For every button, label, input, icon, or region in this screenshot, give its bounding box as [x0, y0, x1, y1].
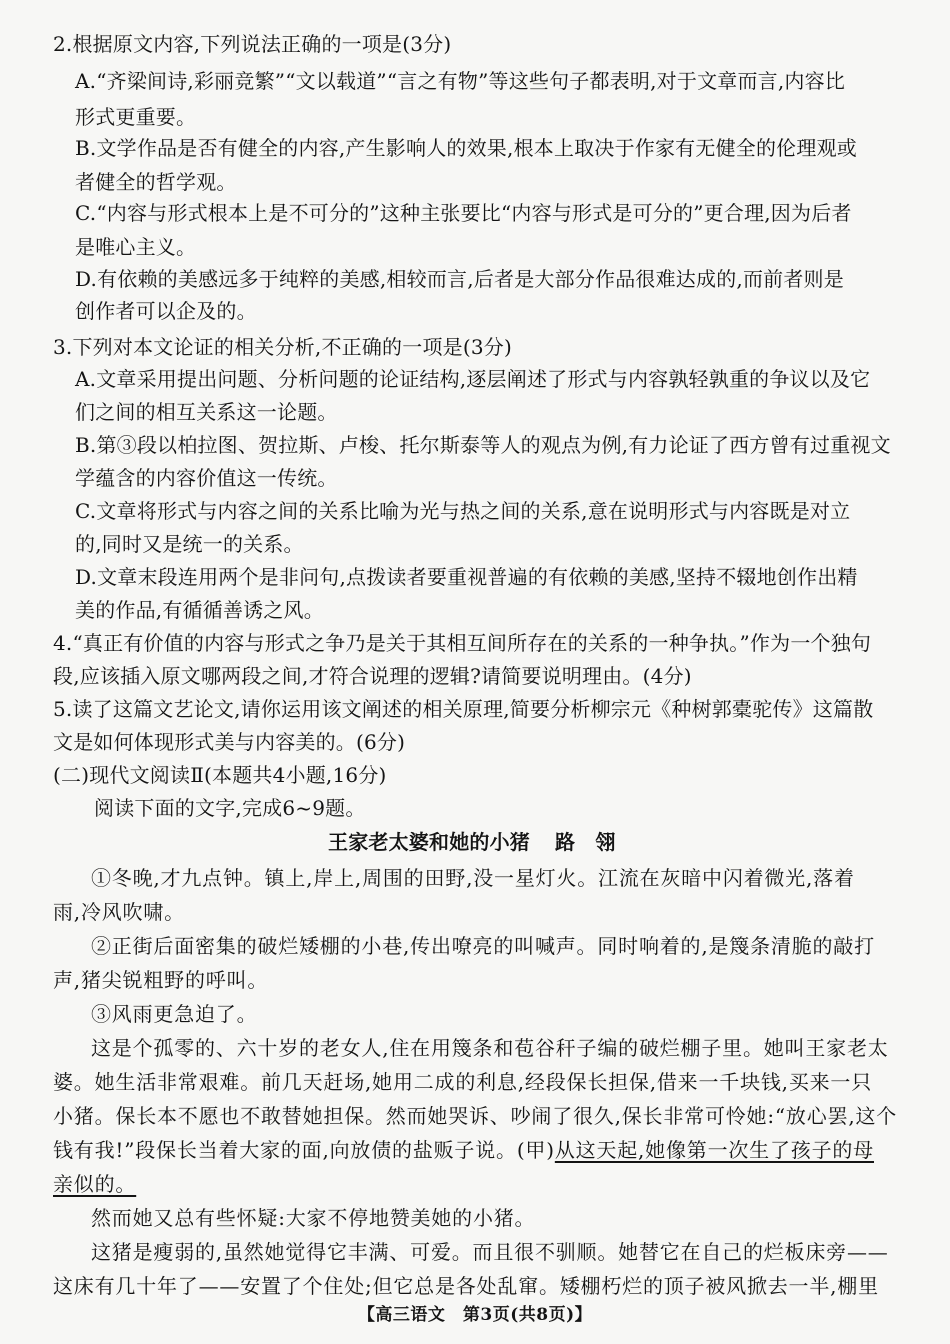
q3-option-d-line1: D.文章末段连用两个是非问句,点拨读者要重视普遍的有依赖的美感,坚持不辍地创作出精 — [75, 565, 858, 589]
q2-stem: 2.根据原文内容,下列说法正确的一项是(3分) — [53, 32, 452, 56]
q4-line2: 段,应该插入原文哪两段之间,才符合说理的逻辑?请简要说明理由。(4分) — [53, 664, 692, 688]
underlined-sentence-jia: 从这天起,她像第一次生了孩子的母 — [554, 1138, 874, 1162]
section-instruction: 阅读下面的文字,完成6~9题。 — [94, 796, 366, 820]
story-paragraph-4-line4-text: 钱有我!”段保长当着大家的面,向放债的盐贩子说。(甲) — [53, 1138, 555, 1162]
story-paragraph-1-line1: ①冬晚,才九点钟。镇上,岸上,周围的田野,没一星灯火。江流在灰暗中闪着微光,落着 — [91, 866, 855, 890]
q2-option-b-line2: 者健全的哲学观。 — [75, 170, 237, 194]
q4-line1: 4.“真正有价值的内容与形式之争乃是关于其相互间所存在的关系的一种争执。”作为一个独句 — [53, 631, 872, 655]
q2-option-b-line1: B.文学作品是否有健全的内容,产生影响人的效果,根本上取决于作家有无健全的伦理观或 — [75, 136, 857, 160]
q3-option-a-line1: A.文章采用提出问题、分析问题的论证结构,逐层阐述了形式与内容孰轻孰重的争议以及它 — [75, 367, 871, 391]
story-author: 路 翎 — [555, 830, 616, 854]
q2-option-c-line2: 是唯心主义。 — [75, 235, 197, 259]
q5-line2: 文是如何体现形式美与内容美的。(6分) — [53, 730, 406, 754]
story-paragraph-4-line1: 这是个孤零的、六十岁的老女人,住在用篾条和苞谷秆子编的破烂棚子里。她叫王家老太 — [91, 1036, 889, 1060]
story-paragraph-1-line2: 雨,冷风吹啸。 — [53, 900, 185, 924]
story-paragraph-2-line1: ②正街后面密集的破烂矮棚的小巷,传出嘹亮的叫喊声。同时响着的,是篾条清脆的敲打 — [91, 934, 875, 958]
story-title: 王家老太婆和她的小猪 — [328, 830, 530, 854]
q3-option-b-line2: 学蕴含的内容价值这一传统。 — [75, 466, 338, 490]
q2-option-a-line2: 形式更重要。 — [75, 105, 197, 129]
q2-option-d-line1: D.有依赖的美感远多于纯粹的美感,相较而言,后者是大部分作品很难达成的,而前者则是 — [75, 267, 844, 291]
story-paragraph-2-line2: 声,猪尖锐粗野的呼叫。 — [53, 968, 269, 992]
q3-option-c-line2: 的,同时又是统一的关系。 — [75, 532, 304, 556]
story-paragraph-5: 然而她又总有些怀疑:大家不停地赞美她的小猪。 — [91, 1206, 536, 1230]
underlined-sentence-jia-end: 亲似的。 — [53, 1172, 137, 1196]
q3-stem: 3.下列对本文论证的相关分析,不正确的一项是(3分) — [53, 335, 512, 359]
q2-option-d-line2: 创作者可以企及的。 — [75, 299, 257, 323]
story-paragraph-6-line2: 这床有几十年了——安置了个住处;但它总是各处乱窜。矮棚朽烂的顶子被风掀去一半,棚里 — [53, 1274, 879, 1298]
q2-option-a-line1: A.“齐梁间诗,彩丽竞繁”“文以载道”“言之有物”等这些句子都表明,对于文章而言,内容比 — [75, 69, 846, 93]
q3-option-d-line2: 美的作品,有循循善诱之风。 — [75, 598, 324, 622]
q5-line1: 5.读了这篇文艺论文,请你运用该文阐述的相关原理,简要分析柳宗元《种树郭橐驼传》这篇散 — [53, 697, 874, 721]
story-paragraph-4-line3: 小猪。保长本不愿也不敢替她担保。然而她哭诉、吵闹了很久,保长非常可怜她:“放心罢,这个 — [53, 1104, 898, 1128]
q3-option-a-line2: 们之间的相互关系这一论题。 — [75, 400, 338, 424]
page-footer: 【高三语文 第3页(共8页)】 — [357, 1305, 593, 1325]
story-paragraph-4-line2: 婆。她生活非常艰难。前几天赶场,她用二成的利息,经段保长担保,借来一千块钱,买来一只 — [53, 1070, 873, 1094]
q3-option-c-line1: C.文章将形式与内容之间的关系比喻为光与热之间的关系,意在说明形式与内容既是对立 — [75, 499, 851, 523]
story-paragraph-6-line1: 这猪是瘦弱的,虽然她觉得它丰满、可爱。而且很不驯顺。她替它在自己的烂板床旁—— — [91, 1240, 889, 1264]
story-paragraph-4-line4 — [53, 1136, 874, 1164]
story-paragraph-3: ③风雨更急迫了。 — [91, 1002, 258, 1026]
section-heading: (二)现代文阅读Ⅱ(本题共4小题,16分) — [53, 763, 387, 787]
q3-option-b-line1: B.第③段以柏拉图、贺拉斯、卢梭、托尔斯泰等人的观点为例,有力论证了西方曾有过重视文 — [75, 433, 891, 457]
q2-option-c-line1: C.“内容与形式根本上是不可分的”这种主张要比“内容与形式是可分的”更合理,因为后者 — [75, 201, 852, 225]
